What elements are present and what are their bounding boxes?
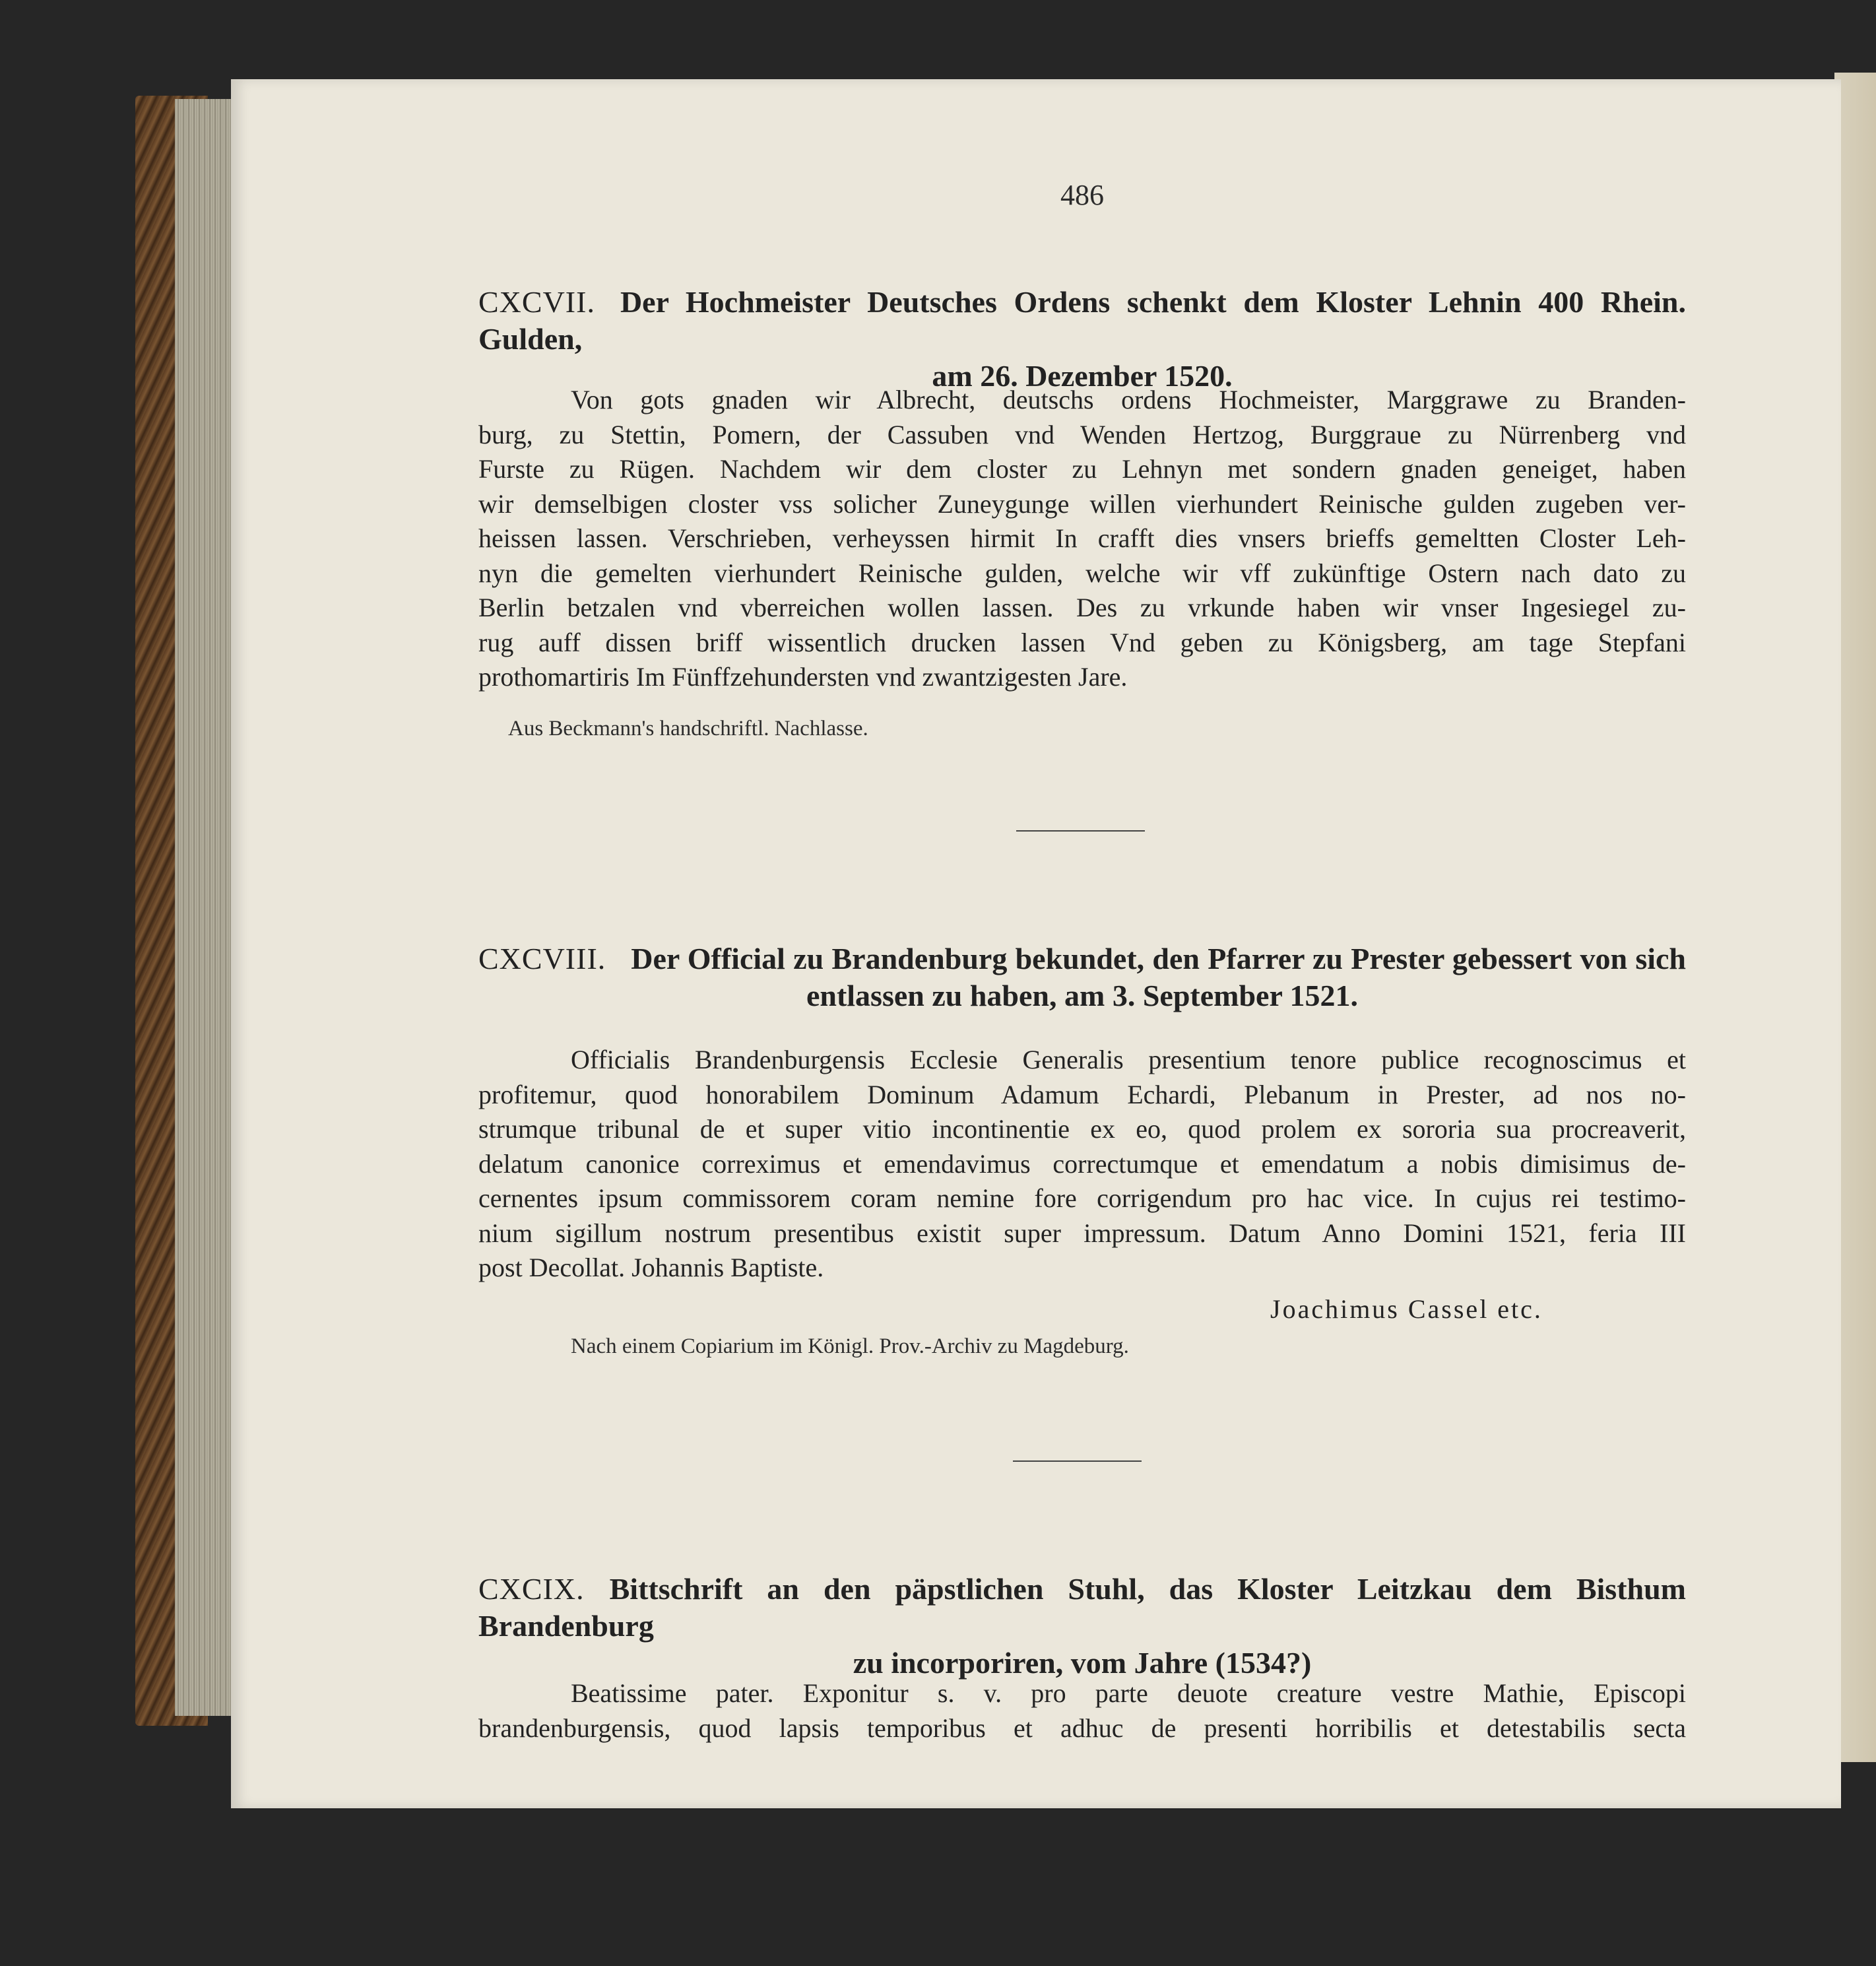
text-line: Officialis Brandenburgensis Ecclesie Generalis presentium tenore publice recognoscimus et (571, 1045, 1686, 1074)
heading-line: Bittschrift an den päpstlichen Stuhl, das Kloster Leitzkau dem Bisthum Brandenburg (478, 1572, 1686, 1643)
heading-line: Der Hochmeister Deutsches Ordens schenkt dem Kloster Lehnin 400 Rhein. Gulden, (478, 285, 1686, 356)
section-numeral: CXCVIII. (478, 942, 606, 975)
section-body-cxcix (478, 1676, 1686, 1746)
text-line: strumque tribunal de et super vitio incontinentie ex eo, quod prolem ex sororia sua procreaverit, (478, 1114, 1686, 1144)
section-numeral: CXCIX. (478, 1572, 585, 1606)
section-divider (1016, 830, 1145, 832)
heading-line: am 26. Dezember 1520. (932, 359, 1233, 393)
text-line: profitemur, quod honorabilem Dominum Adamum Echardi, Plebanum in Prester, ad nos no- (478, 1079, 1686, 1109)
text-line: Furste zu Rügen. Nachdem wir dem closter zu Lehnyn met sondern gnaden geneiget, haben (478, 454, 1686, 484)
text-line: Berlin betzalen vnd vberreichen wollen lassen. Des zu vrkunde haben wir vnser Ingesiegel zu- (478, 593, 1686, 622)
text-line: cernentes ipsum commissorem coram nemine fore corrigendum pro hac vice. In cujus rei testimo- (478, 1183, 1686, 1213)
section-heading-cxcvii (478, 284, 1686, 395)
heading-line: zu incorporiren, vom Jahre (1534?) (853, 1646, 1312, 1680)
text-line: heissen lassen. Verschrieben, verheyssen hirmit In crafft dies vnsers brieffs gemeltten Closter Leh- (478, 523, 1686, 553)
section-heading-cxcviii (478, 940, 1686, 1014)
text-line: delatum canonice correximus et emendavimus correctumque et emendatum a nobis dimisimus de- (478, 1148, 1686, 1179)
text-line: rug auff dissen briff wissentlich drucken lassen Vnd geben zu Königsberg, am tage Stepfani (478, 627, 1686, 657)
source-note: Aus Beckmann's handschriftl. Nachlasse. (508, 717, 868, 740)
text-line: Beatissime pater. Exponitur s. v. pro parte deuote creature vestre Mathie, Episcopi (571, 1678, 1686, 1708)
text-line: wir demselbigen closter vss solicher Zuneygunge willen vierhundert Reinische gulden zugeben ver- (478, 488, 1686, 519)
section-divider (1013, 1460, 1142, 1462)
text-line: brandenburgensis, quod lapsis temporibus et adhuc de presenti horribilis et detestabilis secta (478, 1713, 1686, 1743)
heading-line: Der Official zu Brandenburg bekundet, den Pfarrer zu Prester gebessert von sich (631, 942, 1686, 975)
section-body-cxcviii (478, 1043, 1686, 1286)
text-line: burg, zu Stettin, Pomern, der Cassuben vnd Wenden Hertzog, Burggraue zu Nürrenberg vnd (478, 419, 1686, 449)
signature: Joachimus Cassel etc. (1270, 1294, 1543, 1324)
section-numeral: CXCVII. (478, 285, 595, 319)
source-note: Nach einem Copiarium im Königl. Prov.-Archiv zu Magdeburg. (571, 1334, 1129, 1358)
text-line: post Decollat. Johannis Baptiste. (478, 1253, 824, 1282)
text-line: prothomartiris Im Fünffzehundersten vnd zwantzigesten Jare. (478, 662, 1128, 692)
section-heading-cxcix (478, 1571, 1686, 1682)
text-line: nyn die gemelten vierhundert Reinische gulden, welche wir vff zukünftige Ostern nach dato zu (478, 558, 1686, 588)
text-line: Von gots gnaden wir Albrecht, deutschs ordens Hochmeister, Marggrawe zu Branden- (571, 385, 1686, 414)
section-body-cxcvii (478, 383, 1686, 695)
page-block-edges (175, 99, 234, 1716)
page-number: 486 (1060, 179, 1104, 211)
heading-line: entlassen zu haben, am 3. September 1521. (806, 979, 1359, 1012)
text-line: nium sigillum nostrum presentibus existit super impressum. Datum Anno Domini 1521, feria III (478, 1218, 1686, 1248)
